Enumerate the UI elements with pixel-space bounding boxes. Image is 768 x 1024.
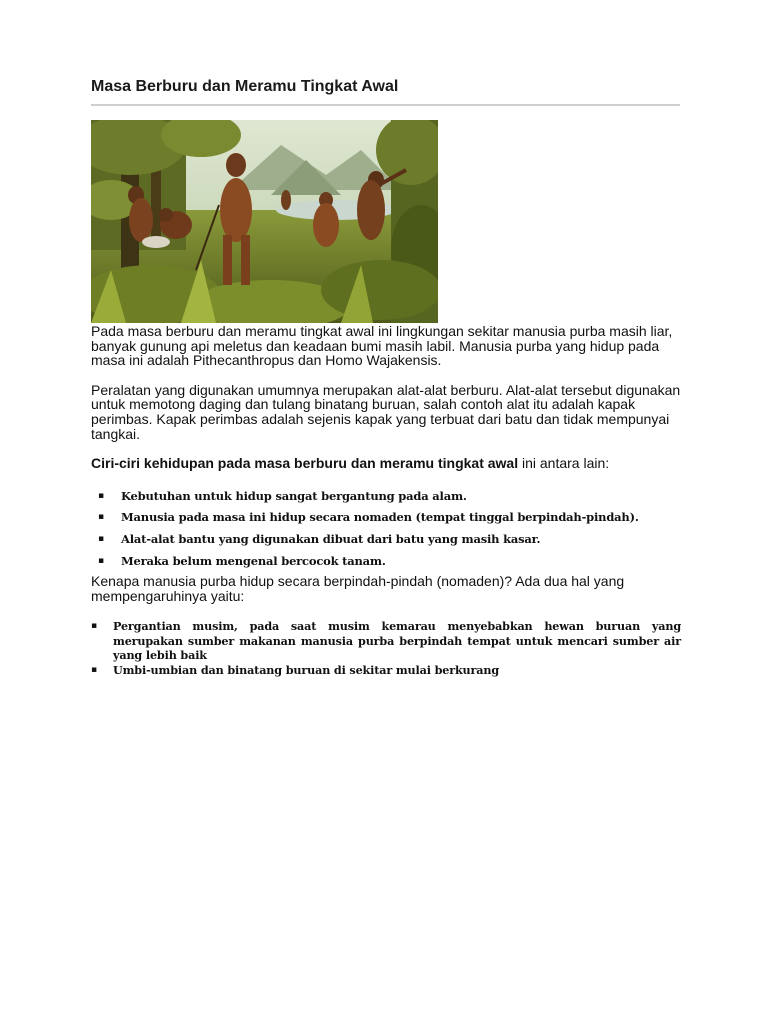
list-item: ▪ Meraka belum mengenal bercocok tanam. (98, 553, 386, 568)
characteristics-list (91, 489, 681, 568)
bullet-icon: ▪ (91, 665, 97, 676)
list-item: ▪ Kebutuhan untuk hidup sangat bergantung pada alam. (98, 488, 467, 503)
paragraph-characteristics-intro (91, 456, 681, 471)
bullet-icon: ▪ (98, 512, 104, 523)
reasons-list (91, 619, 681, 677)
early-humans-forest-illustration (91, 120, 438, 323)
document-page (91, 76, 681, 679)
bullet-icon: ▪ (91, 621, 97, 632)
characteristics-intro-bold: Ciri-ciri kehidupan pada masa berburu dan meramu tingkat awal (91, 455, 519, 472)
list-item: ▪ Pergantian musim, pada saat musim kemarau menyebabkan hewan buruan yang merupakan sumber makanan manusia purba berpindah tempat untuk mencari sumber air yang lebih baik (91, 619, 681, 662)
paragraph-tools: Peralatan yang digunakan umumnya merupakan alat-alat berburu. Alat-alat tersebut digunakan untuk memotong daging dan tulang binatang buruan, salah contoh alat itu adalah kapak perimbas. Kapak perimbas adalah sejenis kapak yang terbuat dari batu dan tidak mempunyai tangkai. (91, 381, 681, 442)
paragraph-environment: Pada masa berburu dan meramu tingkat awal ini lingkungan sekitar manusia purba masih liar, banyak gunung api meletus dan keadaan bumi masih labil. Manusia purba yang hidup pada masa ini adalah Pithecanthropus dan Homo Wajakensis. (91, 323, 673, 369)
bullet-icon: ▪ (98, 555, 104, 566)
bullet-icon: ▪ (98, 533, 104, 544)
list-item: ▪ Manusia pada masa ini hidup secara nomaden (tempat tinggal berpindah-pindah). (98, 510, 639, 525)
bullet-icon: ▪ (98, 490, 104, 501)
page-title: Masa Berburu dan Meramu Tingkat Awal (91, 78, 399, 95)
characteristics-intro-rest: ini antara lain: (518, 455, 610, 472)
list-item: ▪ Umbi-umbian dan binatang buruan di sekitar mulai berkurang (91, 663, 500, 678)
paragraph-nomadic-question: Kenapa manusia purba hidup secara berpindah-pindah (nomaden)? Ada dua hal yang mempengaruhinya yaitu: (91, 573, 625, 604)
list-item: ▪ Alat-alat bantu yang digunakan dibuat dari batu yang masih kasar. (98, 531, 541, 546)
title-divider (91, 104, 680, 106)
